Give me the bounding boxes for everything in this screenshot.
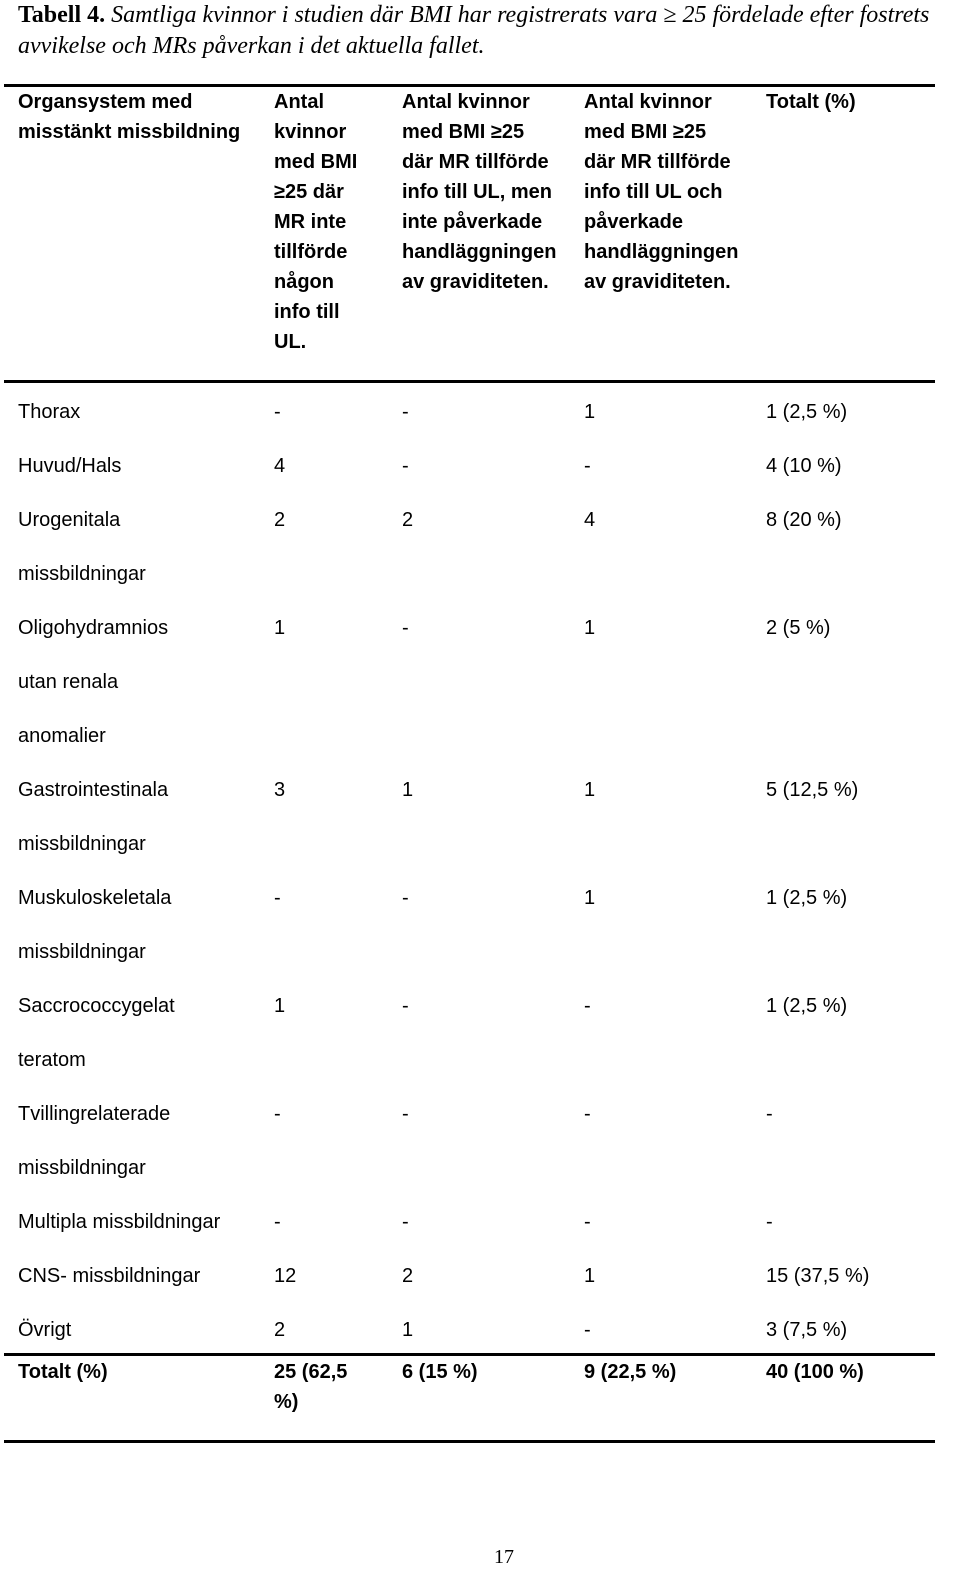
table-cell: - (402, 1103, 409, 1125)
row-total: 1 (2,5 %) (766, 887, 848, 909)
row-total: - (766, 1211, 773, 1233)
row-total: 4 (10 %) (766, 455, 842, 477)
row-total: - (766, 1103, 773, 1125)
table-cell: 4 (274, 455, 286, 477)
table-cell: - (584, 1319, 591, 1341)
table-cell: - (402, 617, 409, 639)
table-cell: 1 (584, 1265, 596, 1287)
row-total: 15 (37,5 %) (766, 1265, 870, 1287)
table-cell: 2 (402, 1265, 414, 1287)
footer-col2: 6 (15 %) (402, 1361, 478, 1383)
row-total: 8 (20 %) (766, 509, 842, 531)
table-cell: - (402, 455, 409, 477)
table-cell: 1 (584, 887, 596, 909)
table-cell: 1 (584, 617, 596, 639)
table-bottom-rule (4, 1440, 935, 1443)
header-mr-ingen-info: Antal kvinnor med BMI ≥25 där MR inte tillförde någon info till UL. (274, 91, 358, 353)
footer-top-rule (4, 1353, 935, 1356)
row-total: 1 (2,5 %) (766, 401, 848, 423)
row-total: 1 (2,5 %) (766, 995, 848, 1017)
caption-text: Samtliga kvinnor i studien där BMI har registrerats vara ≥ 25 fördelade efter fostrets avvikelse och MRs påverkan i det aktuella fallet. (18, 2, 930, 59)
table-cell: - (274, 887, 281, 909)
row-label: Thorax (18, 401, 81, 423)
table-cell: 2 (402, 509, 414, 531)
table-cell: - (274, 401, 281, 423)
table-cell: - (402, 995, 409, 1017)
row-label: Multipla missbildningar (18, 1211, 221, 1233)
row-label: Oligohydramnios utan renala anomalier (18, 617, 169, 747)
row-label: Övrigt (18, 1319, 72, 1341)
table-cell: 1 (274, 617, 286, 639)
footer-col3: 9 (22,5 %) (584, 1361, 677, 1383)
header-bottom-rule (4, 380, 935, 383)
footer-label: Totalt (%) (18, 1361, 108, 1383)
caption-label: Tabell 4. (18, 2, 106, 28)
table-cell: 1 (402, 1319, 414, 1341)
table-cell: - (402, 401, 409, 423)
table-cell: 4 (584, 509, 596, 531)
row-label: Saccrococcygelat teratom (18, 995, 175, 1071)
table-cell: - (584, 1103, 591, 1125)
header-mr-info-ej-paverkade: Antal kvinnor med BMI ≥25 där MR tillförde info till UL, men inte påverkade handläggningen av graviditeten. (402, 91, 557, 293)
table-cell: - (274, 1211, 281, 1233)
footer-total: 40 (100 %) (766, 1361, 864, 1383)
table-cell: 1 (584, 401, 596, 423)
row-label: Tvillingrelaterade missbildningar (18, 1103, 171, 1179)
page-number: 17 (494, 1546, 514, 1568)
table-cell: - (584, 995, 591, 1017)
table-caption (18, 0, 953, 62)
row-label: CNS- missbildningar (18, 1265, 201, 1287)
header-mr-info-paverkade: Antal kvinnor med BMI ≥25 där MR tillförde info till UL och påverkade handläggningen av graviditeten. (584, 91, 739, 293)
table-cell: - (274, 1103, 281, 1125)
row-total: 5 (12,5 %) (766, 779, 859, 801)
row-total: 3 (7,5 %) (766, 1319, 848, 1341)
header-organsystem: Organsystem med misstänkt missbildning (18, 91, 241, 143)
row-label: Urogenitala missbildningar (18, 509, 146, 585)
table-cell: 1 (402, 779, 414, 801)
row-label: Muskuloskeletala missbildningar (18, 887, 172, 963)
table-cell: - (402, 887, 409, 909)
row-label: Huvud/Hals (18, 455, 122, 477)
table-cell: 3 (274, 779, 286, 801)
table-cell: - (584, 455, 591, 477)
row-total: 2 (5 %) (766, 617, 831, 639)
header-totalt: Totalt (%) (766, 91, 856, 113)
table-cell: 1 (584, 779, 596, 801)
table-cell: 12 (274, 1265, 297, 1287)
table-cell: 1 (274, 995, 286, 1017)
table-cell: 2 (274, 1319, 286, 1341)
table-cell: 2 (274, 509, 286, 531)
table-cell: - (584, 1211, 591, 1233)
row-label: Gastrointestinala missbildningar (18, 779, 169, 855)
footer-col1: 25 (62,5 %) (274, 1361, 348, 1413)
table-cell: - (402, 1211, 409, 1233)
